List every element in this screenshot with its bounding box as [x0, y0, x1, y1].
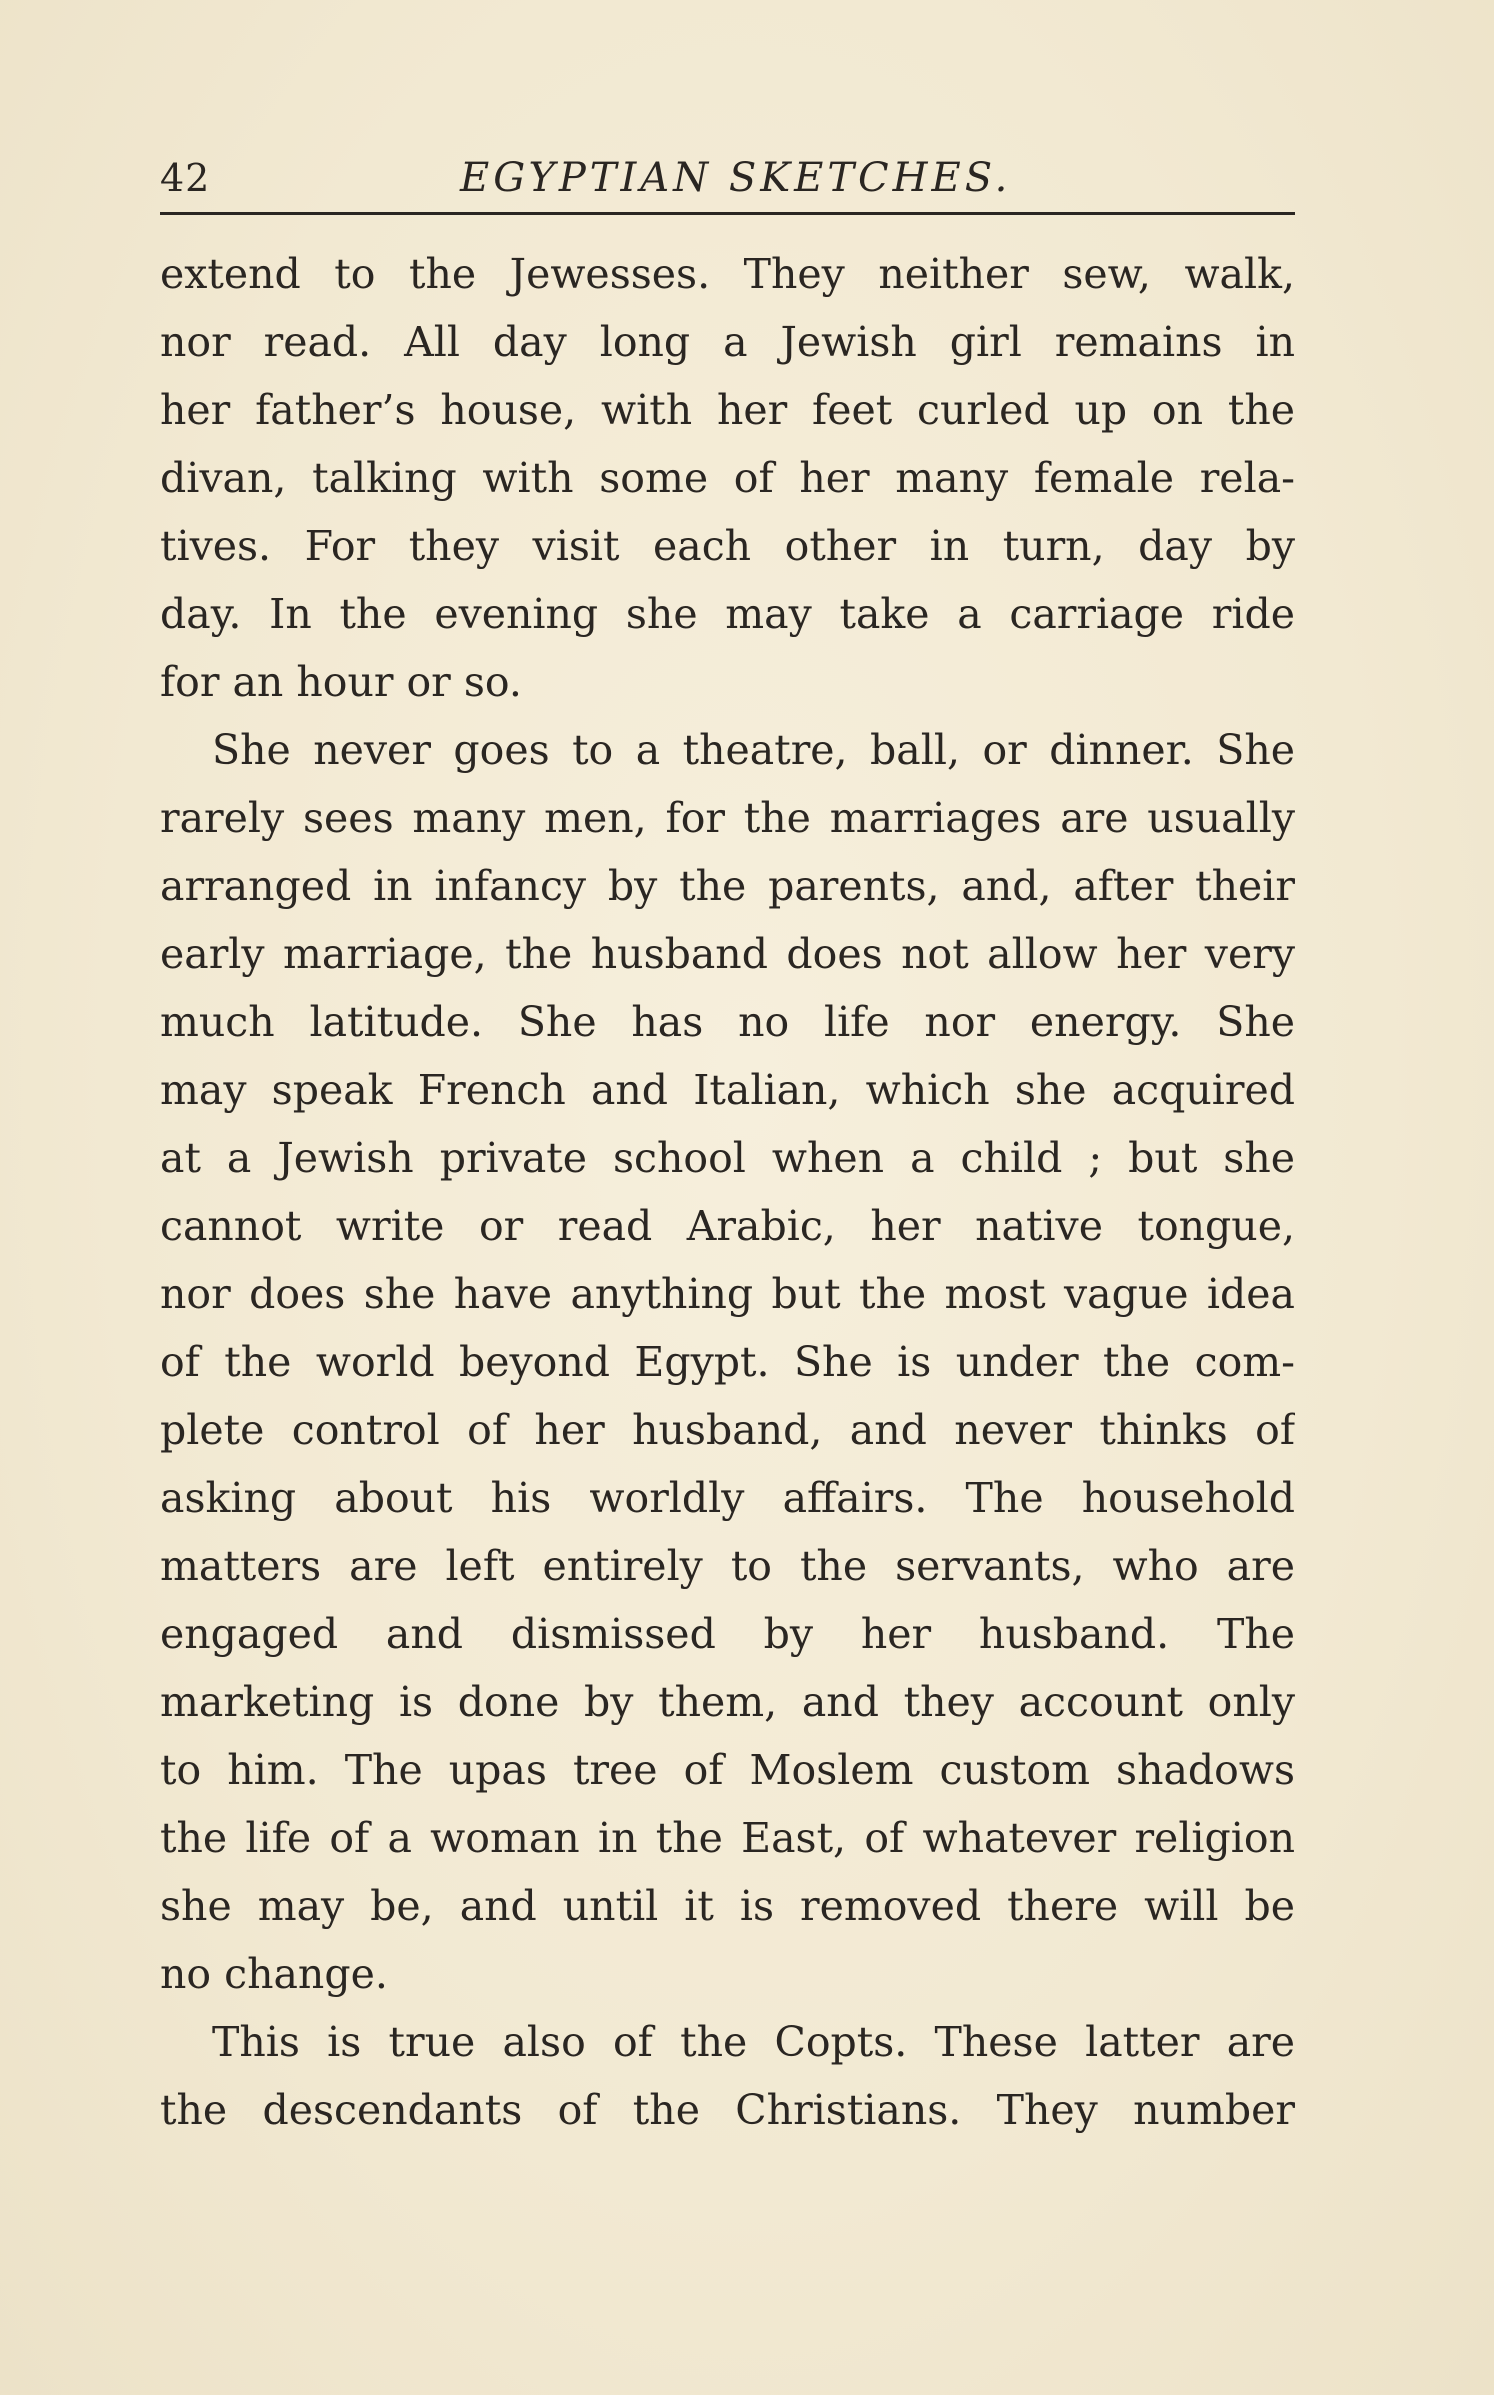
text-line: This is true also of the Copts. These latter are	[212, 2018, 1295, 2066]
text-line: rarely sees many men, for the marriages are usually	[160, 794, 1295, 842]
text-line: nor read. All day long a Jewish girl remains in	[160, 318, 1295, 366]
text-line: cannot write or read Arabic, her native tongue,	[160, 1202, 1295, 1250]
text-line: matters are left entirely to the servants, who are	[160, 1542, 1295, 1590]
text-line: tives. For they visit each other in turn, day by	[160, 522, 1295, 570]
text-line: plete control of her husband, and never thinks of	[160, 1406, 1295, 1454]
text-line: to him. The upas tree of Moslem custom shadows	[160, 1746, 1295, 1794]
text-line: at a Jewish private school when a child ; but she	[160, 1134, 1295, 1182]
text-line: extend to the Jewesses. They neither sew, walk,	[160, 250, 1295, 298]
text-line: She never goes to a theatre, ball, or dinner. She	[212, 726, 1295, 774]
text-line: her father’s house, with her feet curled up on the	[160, 386, 1295, 434]
text-line: of the world beyond Egypt. She is under the com-	[160, 1338, 1295, 1386]
text-line: day. In the evening she may take a carriage ride	[160, 590, 1295, 638]
running-head	[160, 148, 1295, 208]
text-line: for an hour or so.	[160, 658, 522, 706]
body-text	[160, 240, 1295, 2144]
text-line: she may be, and until it is removed there will be	[160, 1882, 1295, 1930]
text-line: engaged and dismissed by her husband. The	[160, 1610, 1295, 1658]
text-line: the descendants of the Christians. They number	[160, 2086, 1295, 2134]
page-number: 42	[160, 156, 211, 200]
header-rule	[160, 212, 1295, 215]
text-line: the life of a woman in the East, of whatever religion	[160, 1814, 1295, 1862]
text-line: marketing is done by them, and they account only	[160, 1678, 1295, 1726]
text-line: much latitude. She has no life nor energy. She	[160, 998, 1295, 1046]
text-line: early marriage, the husband does not allow her very	[160, 930, 1295, 978]
text-line: divan, talking with some of her many female rela-	[160, 454, 1295, 502]
text-line: may speak French and Italian, which she acquired	[160, 1066, 1295, 1114]
text-line: nor does she have anything but the most vague idea	[160, 1270, 1295, 1318]
running-title: EGYPTIAN SKETCHES.	[460, 155, 1012, 201]
text-line: no change.	[160, 1950, 388, 1998]
text-line: arranged in infancy by the parents, and, after their	[160, 862, 1295, 910]
text-line: asking about his worldly affairs. The household	[160, 1474, 1295, 1522]
